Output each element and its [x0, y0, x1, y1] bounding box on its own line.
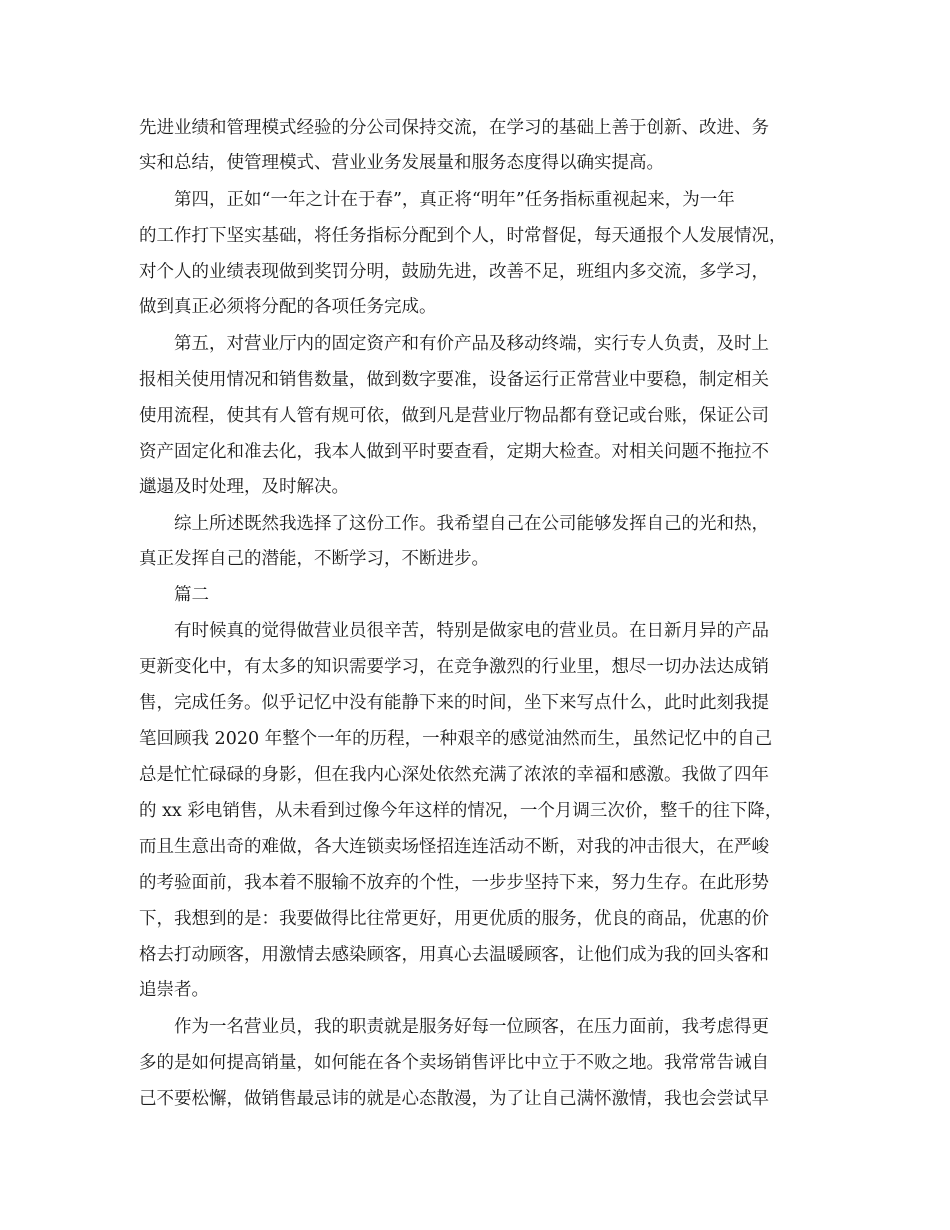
text-line: 作为一名营业员，我的职责就是服务好每一位顾客，在压力面前，我考虑得更 — [174, 1017, 769, 1037]
text-line: 报相关使用情况和销售数量，做到数字要准，设备运行正常营业中要稳，制定相关 — [139, 370, 769, 390]
text-line: 第四，正如“一年之计在于春”，真正将“明年”任务指标重视起来，为一年 — [174, 190, 735, 210]
text-line: 资产固定化和准去化，我本人做到平时要查看，定期大检查。对相关问题不拖拉不 — [139, 442, 769, 462]
text-line: 实和总结，使管理模式、营业业务发展量和服务态度得以确实提高。 — [139, 153, 664, 173]
text-line: 格去打动顾客，用激情去感染顾客，用真心去温暖顾客，让他们成为我的回头客和 — [139, 945, 769, 965]
text-line: 而且生意出奇的难做，各大连锁卖场怪招连连活动不断，对我的冲击很大，在严峻 — [139, 837, 769, 857]
text-line: 的 xx 彩电销售，从未看到过像今年这样的情况，一个月调三次价，整千的往下降， — [139, 801, 783, 821]
text-line: 多的是如何提高销量，如何能在各个卖场销售评比中立于不败之地。我常常告诫自 — [139, 1053, 769, 1073]
text-line: 追崇者。 — [139, 980, 209, 1000]
text-line: 更新变化中，有太多的知识需要学习，在竞争激烈的行业里，想尽一切办法达成销 — [139, 657, 769, 677]
text-line: 先进业绩和管理模式经验的分公司保持交流，在学习的基础上善于创新、改进、务 — [139, 118, 769, 138]
section-heading: 篇二 — [174, 585, 209, 605]
text-line: 邋遢及时处理，及时解决。 — [139, 477, 349, 497]
text-line: 总是忙忙碌碌的身影，但在我内心深处依然充满了浓浓的幸福和感激。我做了四年 — [139, 765, 769, 785]
text-line: 使用流程，使其有人管有规可依，做到凡是营业厅物品都有登记或台账，保证公司 — [139, 406, 769, 426]
text-line: 笔回顾我 2020 年整个一年的历程，一种艰辛的感觉油然而生，虽然记忆中的自己 — [139, 729, 773, 749]
text-line: 做到真正必须将分配的各项任务完成。 — [139, 297, 437, 317]
text-line: 对个人的业绩表现做到奖罚分明，鼓励先进，改善不足，班组内多交流，多学习， — [139, 262, 769, 282]
text-line: 的考验面前，我本着不服输不放弃的个性，一步步坚持下来，努力生存。在此形势 — [139, 873, 769, 893]
text-line: 己不要松懈，做销售最忌讳的就是心态散漫，为了让自己满怀激情，我也会尝试早 — [139, 1089, 769, 1109]
text-line: 真正发挥自己的潜能，不断学习，不断进步。 — [139, 549, 489, 569]
text-line: 下，我想到的是：我要做得比往常更好，用更优质的服务，优良的商品，优惠的价 — [139, 909, 769, 929]
text-line: 综上所述既然我选择了这份工作。我希望自己在公司能够发挥自己的光和热， — [174, 514, 769, 534]
text-line: 有时候真的觉得做营业员很辛苦，特别是做家电的营业员。在日新月异的产品 — [174, 621, 769, 641]
text-line: 第五，对营业厅内的固定资产和有价产品及移动终端，实行专人负责，及时上 — [174, 334, 769, 354]
text-line: 的工作打下坚实基础，将任务指标分配到个人，时常督促，每天通报个人发展情况， — [139, 226, 787, 246]
text-line: 售，完成任务。似乎记忆中没有能静下来的时间，坐下来写点什么，此时此刻我提 — [139, 693, 769, 713]
